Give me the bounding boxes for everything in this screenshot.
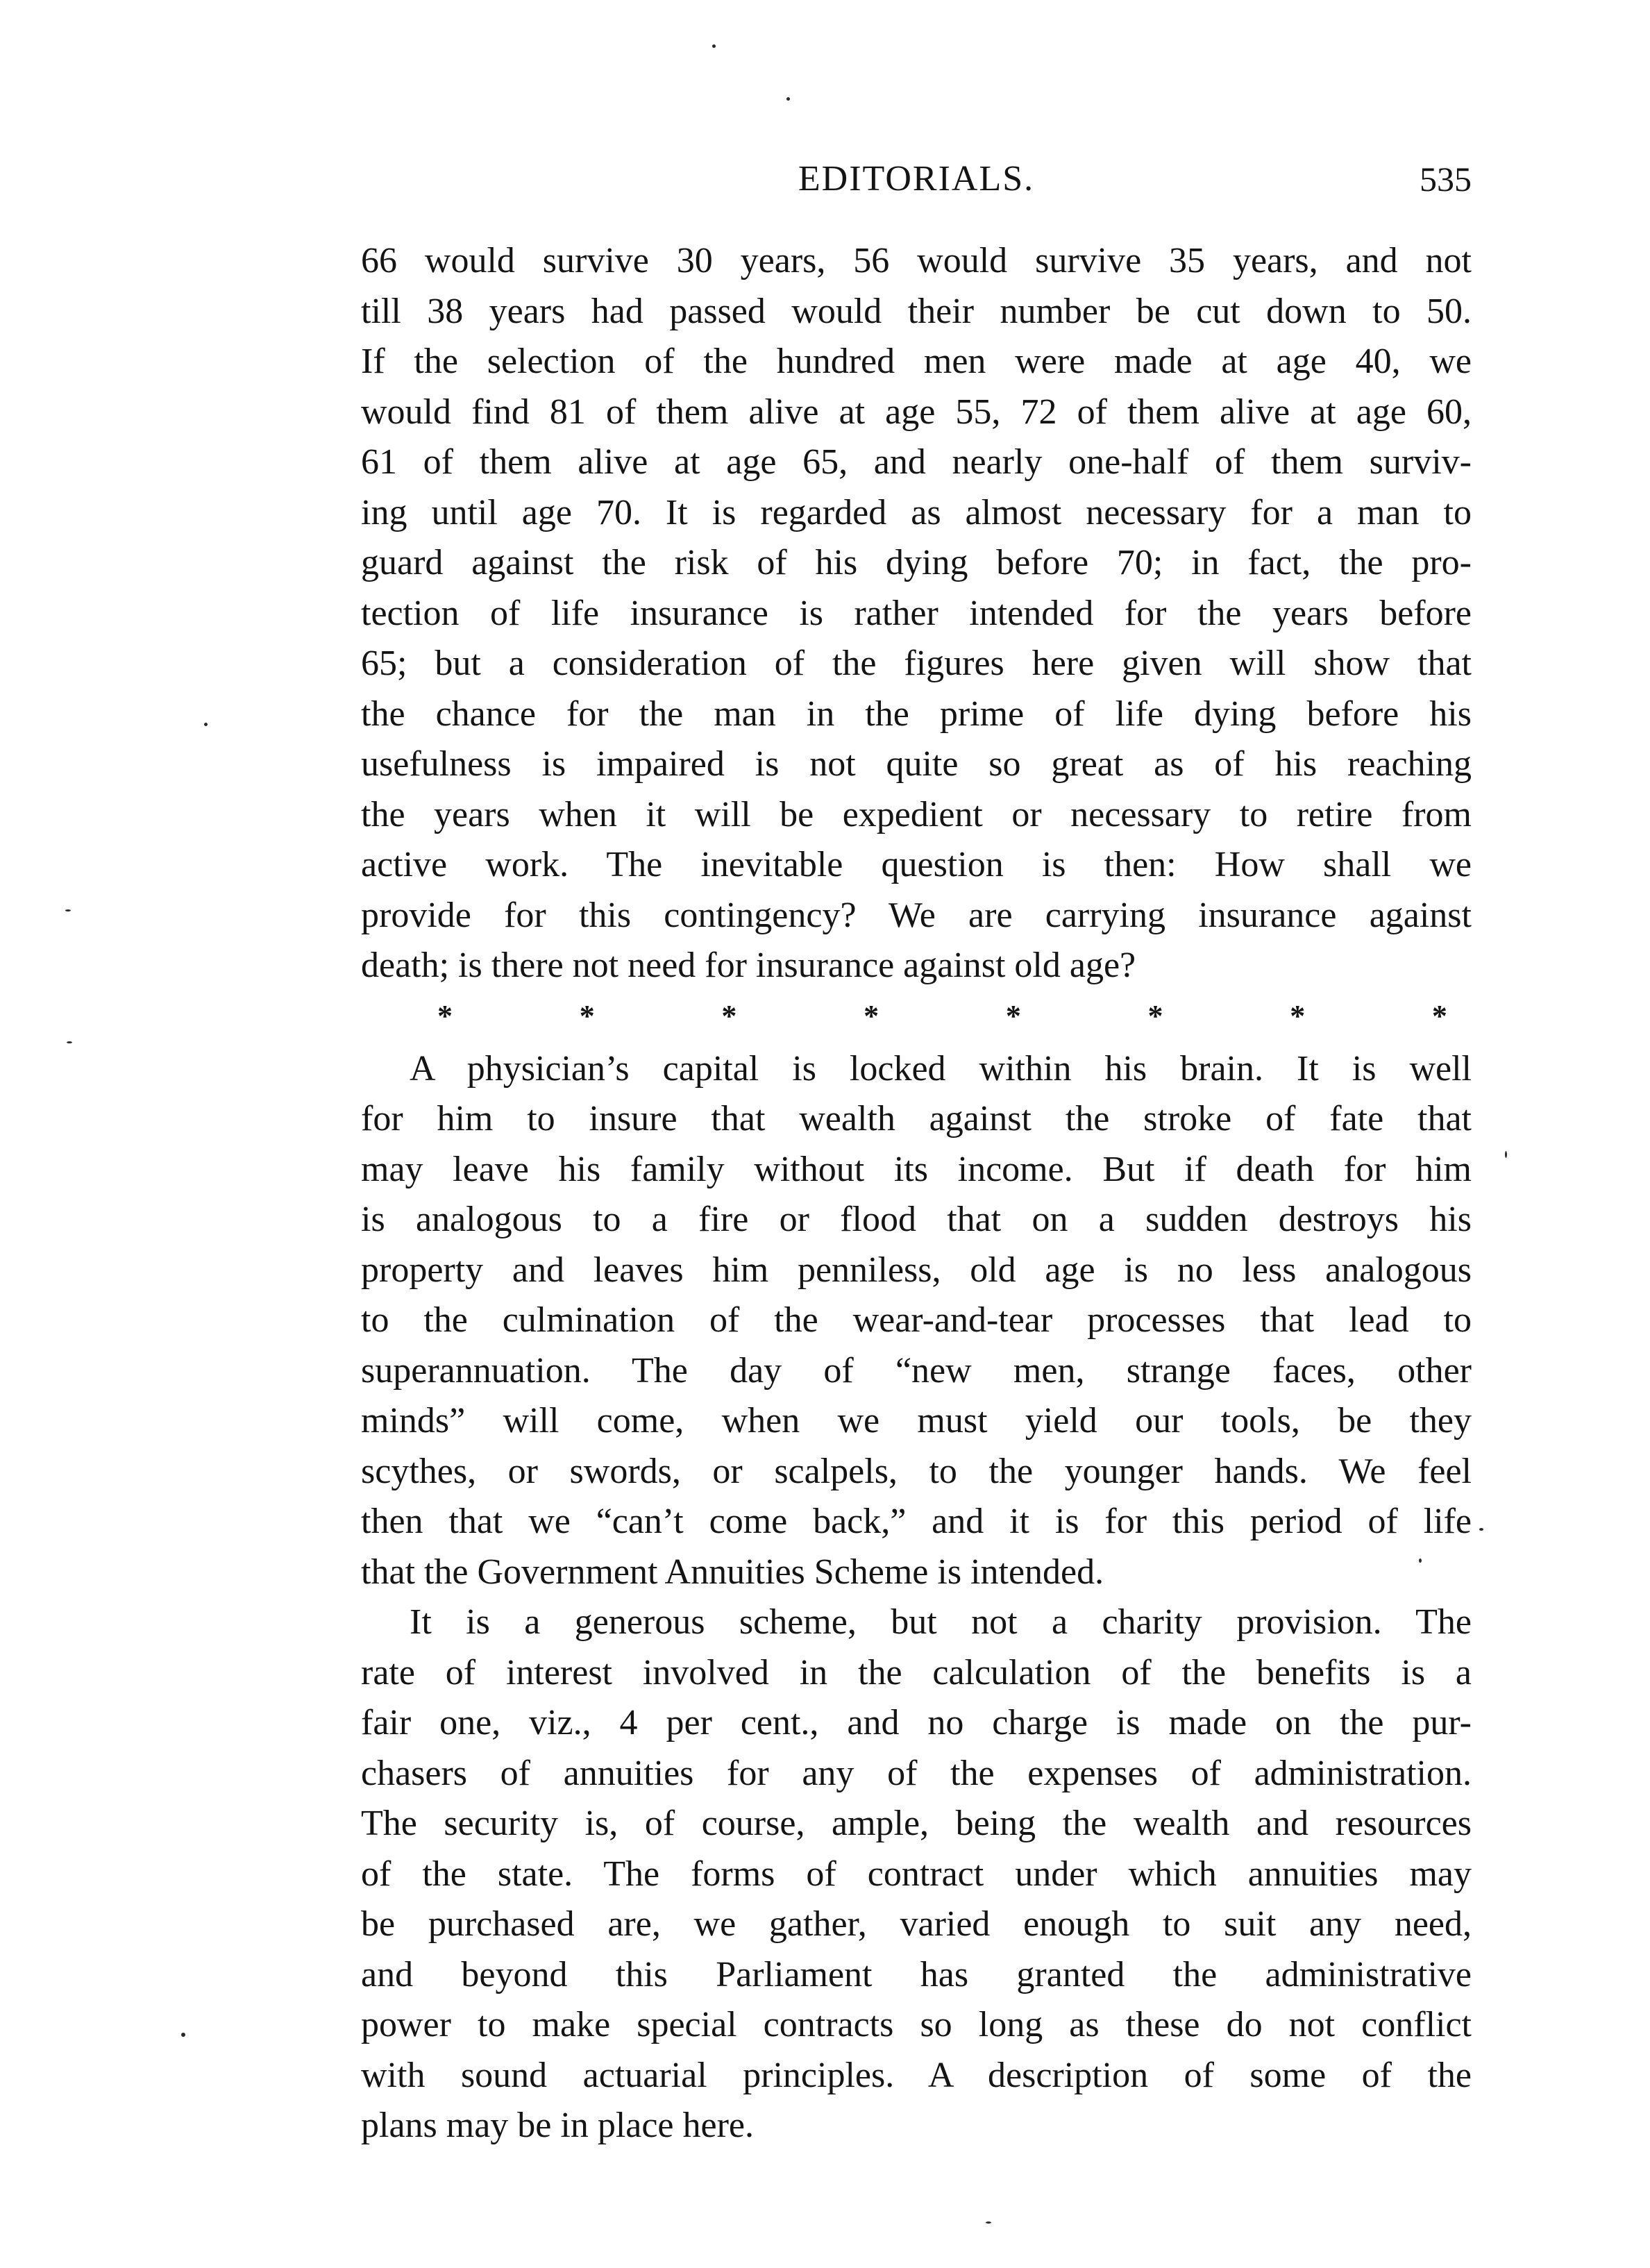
text-line: is analogous to a fire or flood that on a sudden destroys his bbox=[361, 1200, 1472, 1239]
asterisk: * bbox=[437, 998, 453, 1033]
text-line: superannuation. The day of “new men, strange faces, other bbox=[361, 1350, 1472, 1391]
text-line: If the selection of the hundred men were made at age 40, we bbox=[361, 342, 1472, 381]
asterisk: * bbox=[864, 998, 879, 1033]
text-line: It is a generous scheme, but not a charity provision. The bbox=[410, 1602, 1472, 1642]
asterisk: * bbox=[1431, 998, 1447, 1033]
text-line: with sound actuarial principles. A description of some of the bbox=[361, 2055, 1472, 2095]
text-line: scythes, or swords, or scalpels, to the younger hands. We feel bbox=[361, 1451, 1472, 1491]
text-line: the years when it will be expedient or necessary to retire from bbox=[361, 794, 1472, 834]
scan-speck bbox=[65, 909, 71, 912]
text-line: provide for this contingency? We are carrying insurance against bbox=[361, 895, 1472, 935]
text-line: power to make special contracts so long as these do not conflict bbox=[361, 2005, 1472, 2044]
text-line: of the state. The forms of contract under which annuities may bbox=[361, 1854, 1472, 1894]
text-line: and beyond this Parliament has granted the administrative bbox=[361, 1954, 1472, 1994]
text-line: that the Government Annuities Scheme is intended. bbox=[361, 1552, 1104, 1592]
asterisk: * bbox=[1005, 998, 1021, 1033]
text-line: to the culmination of the wear-and-tear processes that lead to bbox=[361, 1300, 1472, 1340]
text-line: for him to insure that wealth against the stroke of fate that bbox=[361, 1099, 1472, 1139]
text-line: usefulness is impaired is not quite so great as of his reaching bbox=[361, 744, 1472, 784]
running-title: EDITORIALS. bbox=[798, 159, 1035, 199]
body-text bbox=[361, 236, 1472, 2151]
text-line: 65; but a consideration of the figures here given will show that bbox=[361, 644, 1472, 683]
asterisk-separator bbox=[361, 991, 1472, 1041]
scan-speck bbox=[712, 44, 716, 48]
text-line: 66 would survive 30 years, 56 would survive 35 years, and not bbox=[361, 241, 1472, 280]
text-line: ing until age 70. It is regarded as almost necessary for a man to bbox=[361, 492, 1472, 532]
text-line: active work. The inevitable question is then: How shall we bbox=[361, 845, 1472, 884]
scan-speck bbox=[204, 723, 208, 726]
page-number: 535 bbox=[1420, 160, 1472, 199]
asterisk: * bbox=[1147, 998, 1163, 1033]
text-line: tection of life insurance is rather intended for the years before bbox=[361, 593, 1472, 633]
scan-speck bbox=[786, 97, 790, 101]
text-line: 61 of them alive at age 65, and nearly one-half of them surviv- bbox=[361, 442, 1472, 482]
scan-speck bbox=[1419, 1559, 1422, 1563]
scan-speck bbox=[67, 1041, 72, 1043]
text-line: may leave his family without its income. But if death for him bbox=[361, 1149, 1472, 1189]
scan-speck bbox=[1505, 1151, 1507, 1158]
text-line: minds” will come, when we must yield our tools, be they bbox=[361, 1401, 1472, 1440]
text-line: guard against the risk of his dying before 70; in fact, the pro- bbox=[361, 543, 1472, 582]
scan-speck bbox=[986, 2221, 991, 2224]
text-line: The security is, of course, ample, being the wealth and resources bbox=[361, 1804, 1472, 1843]
text-line: till 38 years had passed would their number be cut down to 50. bbox=[361, 291, 1472, 331]
text-line: plans may be in place here. bbox=[361, 2106, 754, 2145]
text-line: chasers of annuities for any of the expenses of administration. bbox=[361, 1753, 1472, 1793]
running-head bbox=[361, 151, 1472, 207]
asterisk: * bbox=[721, 998, 737, 1033]
text-line: rate of interest involved in the calculation of the benefits is a bbox=[361, 1652, 1472, 1692]
text-line: property and leaves him penniless, old age is no less analogous bbox=[361, 1250, 1472, 1290]
text-line: would find 81 of them alive at age 55, 72 of them alive at age 60, bbox=[361, 392, 1472, 432]
text-line: the chance for the man in the prime of life dying before his bbox=[361, 694, 1472, 734]
asterisk: * bbox=[579, 998, 595, 1033]
scan-speck bbox=[1479, 1528, 1483, 1531]
scan-speck bbox=[181, 2033, 185, 2037]
text-line: fair one, viz., 4 per cent., and no charge is made on the pur- bbox=[361, 1703, 1472, 1742]
text-line: be purchased are, we gather, varied enough to suit any need, bbox=[361, 1904, 1472, 1944]
text-line: A physician’s capital is locked within his brain. It is well bbox=[410, 1048, 1472, 1089]
text-line: then that we “can’t come back,” and it is for this period of life bbox=[361, 1502, 1472, 1541]
text-line: death; is there not need for insurance against old age? bbox=[361, 946, 1136, 985]
asterisk: * bbox=[1290, 998, 1306, 1033]
